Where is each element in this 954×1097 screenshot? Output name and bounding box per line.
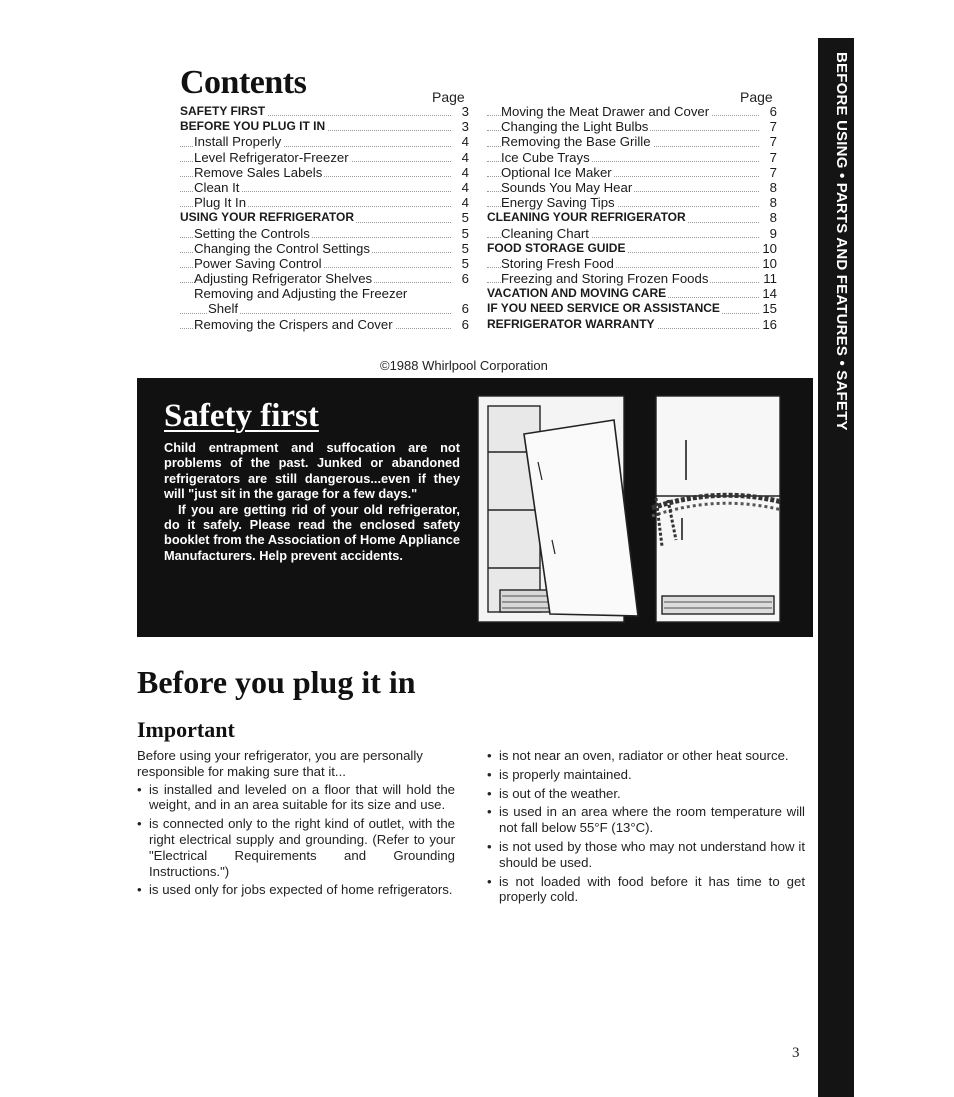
toc-entry-label: Level Refrigerator-Freezer bbox=[194, 149, 349, 165]
toc-entry bbox=[487, 286, 777, 301]
toc-entry-page: 16 bbox=[762, 316, 777, 332]
bullet-item bbox=[487, 839, 805, 871]
toc-entry bbox=[487, 301, 777, 316]
bullet-text: is not near an oven, radiator or other heat source. bbox=[499, 748, 789, 763]
copyright: ©1988 Whirlpool Corporation bbox=[380, 358, 548, 373]
bullet-item bbox=[137, 882, 455, 898]
toc-entry-page: 8 bbox=[769, 179, 777, 195]
toc-entry-label: VACATION AND MOVING CARE bbox=[487, 286, 667, 301]
bullet-icon: • bbox=[137, 781, 142, 797]
open-refrigerator-drawing bbox=[478, 396, 638, 622]
bullet-icon: • bbox=[487, 838, 492, 854]
toc-entry bbox=[180, 271, 469, 286]
toc-entry-label: Optional Ice Maker bbox=[501, 164, 612, 180]
bullet-text: is used only for jobs expected of home refrigerators. bbox=[149, 882, 453, 898]
toc-entry-label: Removing and Adjusting the Freezer bbox=[194, 286, 408, 302]
toc-entry-page: 6 bbox=[461, 271, 469, 287]
toc-entry bbox=[180, 180, 469, 195]
bullet-icon: • bbox=[487, 766, 492, 782]
toc-entry-label: Freezing and Storing Frozen Foods bbox=[501, 271, 709, 287]
toc-entry bbox=[180, 301, 469, 316]
bullet-item bbox=[137, 816, 455, 879]
toc-entry bbox=[487, 150, 777, 165]
toc-entry bbox=[180, 165, 469, 180]
page-number: 3 bbox=[792, 1045, 800, 1061]
bullet-icon: • bbox=[137, 816, 142, 832]
bullet-icon: • bbox=[487, 804, 492, 820]
toc-entry-label: Adjusting Refrigerator Shelves bbox=[194, 271, 373, 287]
toc-entry-label: SAFETY FIRST bbox=[180, 104, 266, 118]
toc-entry bbox=[487, 241, 777, 256]
toc-entry-label: REFRIGERATOR WARRANTY bbox=[487, 316, 655, 331]
toc-entry bbox=[180, 195, 469, 210]
toc-entry-label: USING YOUR REFRIGERATOR bbox=[180, 210, 355, 225]
toc-entry-page: 9 bbox=[769, 225, 777, 241]
before-left-column bbox=[137, 748, 455, 901]
bullet-icon: • bbox=[487, 873, 492, 889]
toc-entry-label: Install Properly bbox=[194, 134, 282, 150]
chained-refrigerator-drawing bbox=[652, 396, 782, 622]
toc-entry bbox=[180, 241, 469, 256]
toc-entry bbox=[180, 256, 469, 271]
toc-entry-page: 7 bbox=[769, 119, 777, 135]
toc-entry-page: 5 bbox=[461, 255, 469, 271]
side-tab-label: BEFORE USING • PARTS AND FEATURES • SAFETY bbox=[833, 52, 850, 431]
toc-entry-page: 7 bbox=[769, 164, 777, 180]
bullet-icon: • bbox=[487, 748, 492, 763]
toc-entry-page: 4 bbox=[461, 195, 469, 211]
bullet-text: is connected only to the right kind of outlet, with the right electrical supply and grounding. (Refer to your "Electrical Requirements and Grounding Instructions.") bbox=[149, 816, 455, 879]
toc-entry bbox=[487, 317, 777, 332]
toc-left-column bbox=[180, 104, 469, 332]
toc-entry bbox=[487, 271, 777, 286]
bullet-text: is not loaded with food before it has time to get properly cold. bbox=[499, 873, 805, 905]
toc-entry-page: 3 bbox=[461, 119, 469, 135]
toc-entry-page: 10 bbox=[762, 255, 777, 271]
toc-entry-label: IF YOU NEED SERVICE OR ASSISTANCE bbox=[487, 301, 720, 316]
chained-refrigerator-illustration bbox=[472, 390, 792, 630]
page-header-right: Page bbox=[740, 89, 773, 105]
toc-entry-page: 5 bbox=[461, 210, 469, 226]
toc-entry-page: 4 bbox=[461, 164, 469, 180]
bullet-item bbox=[487, 786, 805, 802]
intro-text: Before using your refrigerator, you are personally responsible for making sure that it... bbox=[137, 748, 423, 779]
important-subtitle: Important bbox=[137, 717, 235, 742]
toc-entry-page: 15 bbox=[762, 301, 777, 317]
toc-entry-page: 7 bbox=[769, 134, 777, 150]
bullet-text: is out of the weather. bbox=[499, 785, 621, 801]
before-right-column bbox=[487, 748, 805, 908]
toc-entry-label: Sounds You May Hear bbox=[501, 179, 633, 195]
toc-entry-page: 4 bbox=[461, 134, 469, 150]
toc-entry-page: 4 bbox=[461, 179, 469, 195]
toc-entry-label: Removing the Base Grille bbox=[501, 134, 651, 150]
toc-entry-page: 5 bbox=[461, 240, 469, 256]
toc-entry bbox=[180, 210, 469, 225]
bullet-item bbox=[487, 804, 805, 836]
toc-entry bbox=[180, 226, 469, 241]
bullet-icon: • bbox=[487, 785, 492, 801]
toc-entry-label: Setting the Controls bbox=[194, 225, 310, 241]
toc-entry-label: Remove Sales Labels bbox=[194, 164, 323, 180]
contents-title: Contents bbox=[180, 64, 307, 101]
toc-entry bbox=[180, 134, 469, 149]
toc-entry-label: FOOD STORAGE GUIDE bbox=[487, 240, 626, 255]
toc-entry-page: 3 bbox=[461, 104, 469, 119]
bullet-item bbox=[487, 748, 805, 764]
toc-entry-label: Changing the Control Settings bbox=[194, 240, 370, 256]
toc-entry bbox=[487, 226, 777, 241]
safety-body bbox=[164, 440, 460, 563]
toc-entry bbox=[180, 317, 469, 332]
toc-entry bbox=[487, 210, 777, 225]
toc-entry-label: Storing Fresh Food bbox=[501, 255, 614, 271]
toc-entry-page: 11 bbox=[763, 271, 777, 287]
toc-entry bbox=[487, 256, 777, 271]
toc-entry-page: 6 bbox=[461, 301, 469, 317]
toc-right-column bbox=[487, 104, 777, 332]
bullet-text: is not used by those who may not understand how it should be used. bbox=[499, 838, 805, 870]
page-header-left: Page bbox=[432, 89, 465, 105]
toc-entry-label: Plug It In bbox=[194, 195, 247, 211]
toc-entry-label: Ice Cube Trays bbox=[501, 149, 590, 165]
toc-entry-page: 7 bbox=[769, 149, 777, 165]
toc-entry-page: 10 bbox=[762, 240, 777, 256]
safety-title: Safety first bbox=[164, 398, 319, 434]
toc-entry-label: Clean It bbox=[194, 179, 240, 195]
toc-entry-page: 8 bbox=[769, 210, 777, 226]
toc-entry bbox=[487, 195, 777, 210]
toc-entry bbox=[180, 286, 469, 301]
toc-entry bbox=[487, 180, 777, 195]
toc-entry-label: CLEANING YOUR REFRIGERATOR bbox=[487, 210, 686, 225]
toc-entry bbox=[180, 150, 469, 165]
bullet-text: is properly maintained. bbox=[499, 766, 632, 782]
toc-entry-label: Moving the Meat Drawer and Cover bbox=[501, 104, 710, 119]
toc-entry-label: Power Saving Control bbox=[194, 255, 322, 271]
toc-entry-page: 6 bbox=[769, 104, 777, 119]
toc-entry-page: 8 bbox=[769, 195, 777, 211]
bullet-text: is used in an area where the room temperature will not fall below 55°F (13°C). bbox=[499, 804, 805, 836]
safety-paragraph-2: If you are getting rid of your old refrigerator, do it safely. Please read the enclosed safety booklet from the Association of Home Appliance Manufacturers. Help prevent accidents. bbox=[164, 501, 460, 563]
toc-entry bbox=[180, 104, 469, 119]
toc-entry-page: 14 bbox=[762, 286, 777, 302]
toc-entry bbox=[487, 119, 777, 134]
toc-entry-label: BEFORE YOU PLUG IT IN bbox=[180, 119, 326, 134]
safety-paragraph-1: Child entrapment and suffocation are not problems of the past. Junked or abandoned refrigerators are still dangerous...even if they will "just sit in the garage for a few days." bbox=[164, 440, 460, 502]
toc-entry bbox=[487, 165, 777, 180]
toc-entry-label: Energy Saving Tips bbox=[501, 195, 615, 211]
bullet-text: is installed and leveled on a floor that will hold the weight, and in an area suitable for its size and use. bbox=[149, 781, 455, 813]
before-title: Before you plug it in bbox=[137, 664, 416, 700]
bullet-icon: • bbox=[137, 882, 142, 898]
toc-entry-page: 6 bbox=[461, 316, 469, 332]
toc-entry bbox=[487, 134, 777, 149]
toc-entry-page: 4 bbox=[461, 149, 469, 165]
toc-entry-label: Shelf bbox=[208, 301, 239, 317]
bullet-item bbox=[487, 767, 805, 783]
bullet-item bbox=[487, 874, 805, 906]
toc-entry-label: Changing the Light Bulbs bbox=[501, 119, 649, 135]
bullet-item bbox=[137, 782, 455, 814]
toc-entry bbox=[487, 104, 777, 119]
toc-entry-page: 5 bbox=[461, 225, 469, 241]
toc-entry-label: Removing the Crispers and Cover bbox=[194, 316, 393, 332]
toc-entry-label: Cleaning Chart bbox=[501, 225, 589, 241]
toc-entry bbox=[180, 119, 469, 134]
